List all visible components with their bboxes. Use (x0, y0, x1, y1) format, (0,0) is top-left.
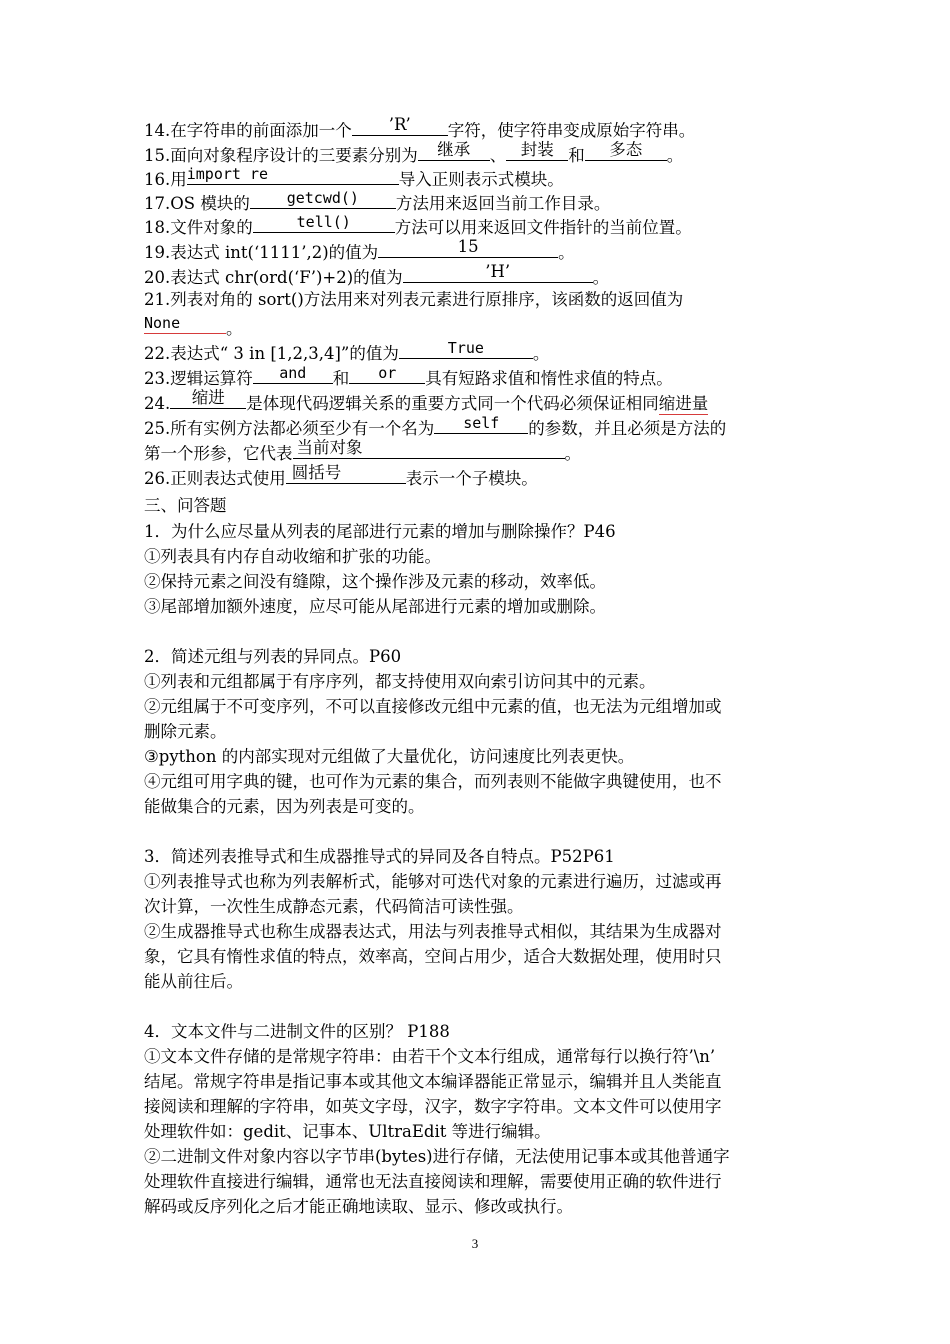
fill-blank-22: 22.表达式“ 3 in [1,2,3,4]”的值为 True 。 (144, 339, 550, 363)
fill-blank-26: 26.正则表达式使用 圆括号 表示一个子模块。 (144, 463, 538, 488)
answer-line: 解码或反序列化之后才能正确地读取、显示、修改或执行。 (144, 1197, 573, 1216)
fill-blank-16: 16.用import re 导入正则表示式模块。 (144, 165, 564, 189)
answer-blank: self (434, 413, 528, 434)
answer-line: 象，它具有惰性求值的特点，效率高，空间占用少，适合大数据处理，使用时只 (144, 947, 722, 966)
fill-blank-14: 14.在字符串的前面添加一个 ’R’ 字符，使字符串变成原始字符串。 (144, 115, 696, 140)
fill-blank-18: 18.文件对象的 tell() 方法可以用来返回文件指针的当前位置。 (144, 213, 692, 237)
answer-blank: getcwd() (250, 188, 396, 209)
answer-line: ①文本文件存储的是常规字符串：由若干个文本行组成，通常每行以换行符’\n’ (144, 1047, 716, 1066)
fill-blank-15: 15.面向对象程序设计的三要素分别为 继承 、 封装 和 多态 。 (144, 140, 684, 165)
fill-blank-25: 25.所有实例方法都必须至少有一个名为 self 的参数，并且必须是方法的 (144, 414, 727, 438)
answer-blank: None (144, 313, 226, 334)
answer-blank: or (349, 363, 425, 384)
answer-blank: 多态 (585, 140, 667, 161)
section-title: 三、问答题 (144, 496, 227, 515)
question-4: 4．文本文件与二进制文件的区别？ P188 (144, 1022, 450, 1041)
answer-blank: and (253, 363, 333, 384)
answer-line: ①列表推导式也称为列表解析式，能够对可迭代对象的元素进行遍历，过滤或再 (144, 872, 722, 891)
question-3: 3．简述列表推导式和生成器推导式的异同及各自特点。P52P61 (144, 847, 615, 866)
answer-line: ①列表具有内存自动收缩和扩张的功能。 (144, 547, 441, 566)
fill-blank-17: 17.OS 模块的 getcwd() 方法用来返回当前工作目录。 (144, 189, 611, 213)
answer-blank: ’H’ (403, 262, 593, 283)
answer-blank: 当前对象 (293, 438, 565, 459)
answer-blank: 继承 (418, 140, 490, 161)
answer-blank: tell() (253, 212, 395, 233)
answer-line: ①列表和元组都属于有序序列，都支持使用双向索引访问其中的元素。 (144, 672, 656, 691)
answer-line: 次计算，一次性生成静态元素，代码简洁可读性强。 (144, 897, 524, 916)
answer-line: 处理软件如：gedit、记事本、UltraEdit 等进行编辑。 (144, 1122, 551, 1141)
answer-blank: 封装 (506, 140, 568, 161)
answer-line: ③尾部增加额外速度，应尽可能从尾部进行元素的增加或删除。 (144, 597, 606, 616)
answer-blank: 缩进 (170, 388, 246, 409)
answer-blank: ’R’ (352, 115, 448, 136)
question-1: 1．为什么应尽量从列表的尾部进行元素的增加与删除操作？P46 (144, 522, 616, 541)
fill-blank-21: 21.列表对角的 sort()方法用来对列表元素进行原排序，该函数的返回值为 (144, 290, 684, 309)
answer-blank: 圆括号 (286, 463, 406, 484)
question-2: 2．简述元组与列表的异同点。P60 (144, 647, 402, 666)
answer-blank: True (399, 338, 533, 359)
fill-blank-20: 20.表达式 chr(ord(‘F’)+2)的值为 ’H’ 。 (144, 262, 610, 287)
answer-line: 处理软件直接进行编辑，通常也无法直接阅读和理解，需要使用正确的软件进行 (144, 1172, 722, 1191)
answer-line: 能从前往后。 (144, 972, 243, 991)
fill-blank-25-cont: 第一个形参，它代表 当前对象 。 (144, 438, 581, 463)
underlined-term: 缩进量 (658, 394, 709, 413)
answer-line: 能做集合的元素，因为列表是可变的。 (144, 797, 425, 816)
page-number: 3 (471, 1236, 479, 1251)
answer-line: 结尾。常规字符串是指记事本或其他文本编译器能正常显示，编辑并且人类能直 (144, 1072, 722, 1091)
answer-line: ③python 的内部实现对元组做了大量优化，访问速度比列表更快。 (144, 747, 635, 766)
fill-blank-21-cont: None 。 (144, 314, 243, 338)
fill-blank-19: 19.表达式 int(‘1111’,2)的值为 15 。 (144, 237, 575, 262)
answer-line: ②生成器推导式也称生成器表达式，用法与列表推导式相似，其结果为生成器对 (144, 922, 722, 941)
fill-blank-24: 24. 缩进 是体现代码逻辑关系的重要方式同一个代码必须保证相同缩进量 (144, 388, 709, 413)
answer-line: ②保持元素之间没有缝隙，这个操作涉及元素的移动，效率低。 (144, 572, 606, 591)
answer-line: ②二进制文件对象内容以字节串(bytes)进行存储，无法使用记事本或其他普通字 (144, 1147, 730, 1166)
answer-blank: import re (187, 164, 399, 185)
answer-blank: 15 (378, 237, 558, 258)
answer-line: 接阅读和理解的字符串，如英文字母，汉字，数字字符串。文本文件可以使用字 (144, 1097, 722, 1116)
answer-line: ②元组属于不可变序列，不可以直接修改元组中元素的值，也无法为元组增加或 (144, 697, 722, 716)
answer-line: ④元组可用字典的键，也可作为元素的集合，而列表则不能做字典键使用，也不 (144, 772, 722, 791)
answer-line: 删除元素。 (144, 722, 227, 741)
fill-blank-23: 23.逻辑运算符 and 和 or 具有短路求值和惰性求值的特点。 (144, 364, 673, 388)
